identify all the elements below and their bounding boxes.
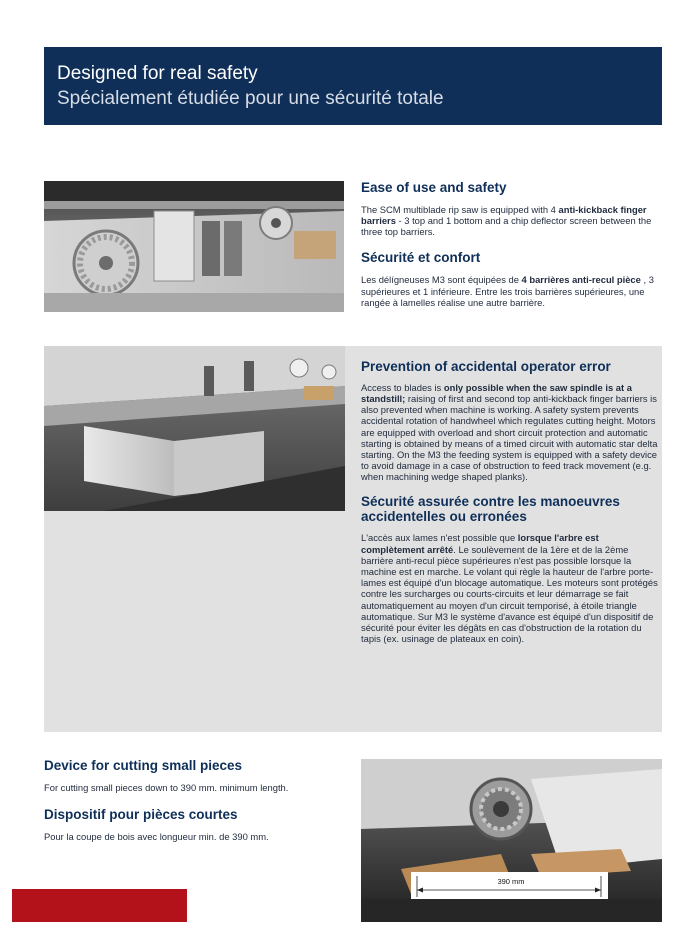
dimension-label: 390 mm — [497, 877, 525, 886]
securite-confort-heading: Sécurité et confort — [361, 250, 481, 266]
small-pieces-heading: Device for cutting small pieces — [44, 758, 243, 773]
prevention-heading: Prevention of accidental operator error — [361, 359, 611, 374]
small-pieces-section — [44, 759, 344, 842]
pieces-courtes-text: Pour la coupe de bois avec longueur min. de 390 mm. — [44, 830, 269, 842]
pieces-courtes-heading: Dispositif pour pièces courtes — [44, 807, 238, 823]
small-pieces-text: For cutting small pieces down to 390 mm. minimum length. — [44, 781, 289, 793]
small-pieces-photo — [361, 759, 662, 922]
prevention-text: Access to blades is only possible when the saw spindle is at a standstill; raising of first and second top anti-kickback finger barriers is also prevented when machine is working. A safety system prevents accidental rotation of handwheel which regulates cutting height. Motors are equipped with overload and short circuit protection and automatic starting is obtained by means of a timed circuit with automatic star delta starting. On the M3 the feeding system is equipped with a safety device to avoid damage in a case of obstruction to feed track movement (e.g. when machining wedge shaped planks). — [361, 381, 658, 483]
banner-title-fr: Spécialement étudiée pour une sécurité totale — [57, 88, 444, 109]
ease-of-use-section — [361, 181, 662, 308]
saw-barriers-photo — [44, 181, 344, 312]
banner-title-en: Designed for real safety — [57, 63, 258, 84]
securite-confort-text: Les délígneuses M3 sont équipées de 4 barrières anti-recul pièce , 3 supérieures et 1 inférieure. Entre les trois barrières supérieures, une rangée à lamelles réalise une autre barrière. — [361, 274, 654, 308]
securite-assuree-heading: Sécurité assurée contre les manoeuvres accidentelles ou erronées — [361, 493, 620, 524]
ease-of-use-heading: Ease of use and safety — [361, 180, 507, 195]
ease-of-use-text: The SCM multiblade rip saw is equipped with 4 anti-kickback finger barriers - 3 top and 1 bottom and a chip deflector screen between the three top barriers. — [361, 203, 652, 238]
red-footer-bar — [12, 889, 187, 922]
prevention-section — [361, 360, 659, 644]
title-banner — [44, 47, 662, 125]
securite-assuree-text: L'accès aux lames n'est possible que lorsque l'arbre est complètement arrêté. Le soulèvement de la 1ère et de la 2ème barrière anti-recul pièce supérieures n'est pas possible lorsque la machine est en marche. Le volant qui règle la hauteur de l'arbre porte-lames est équipé d'un blocage automatique. Les moteurs sont protégés contre les surcharges ou courts-circuits et leur démarrage se fait automatiquement au moyen d'un circuit temporisé, à étoile triangle automatique. Sur M3 le système d'avance est équipé d'un dispositif de sécurité pour éviter les dégâts en cas d'obstruction de la rotation du tapis (ex. usinage de plateaux en coin). — [361, 532, 658, 645]
blade-access-photo — [44, 346, 345, 511]
